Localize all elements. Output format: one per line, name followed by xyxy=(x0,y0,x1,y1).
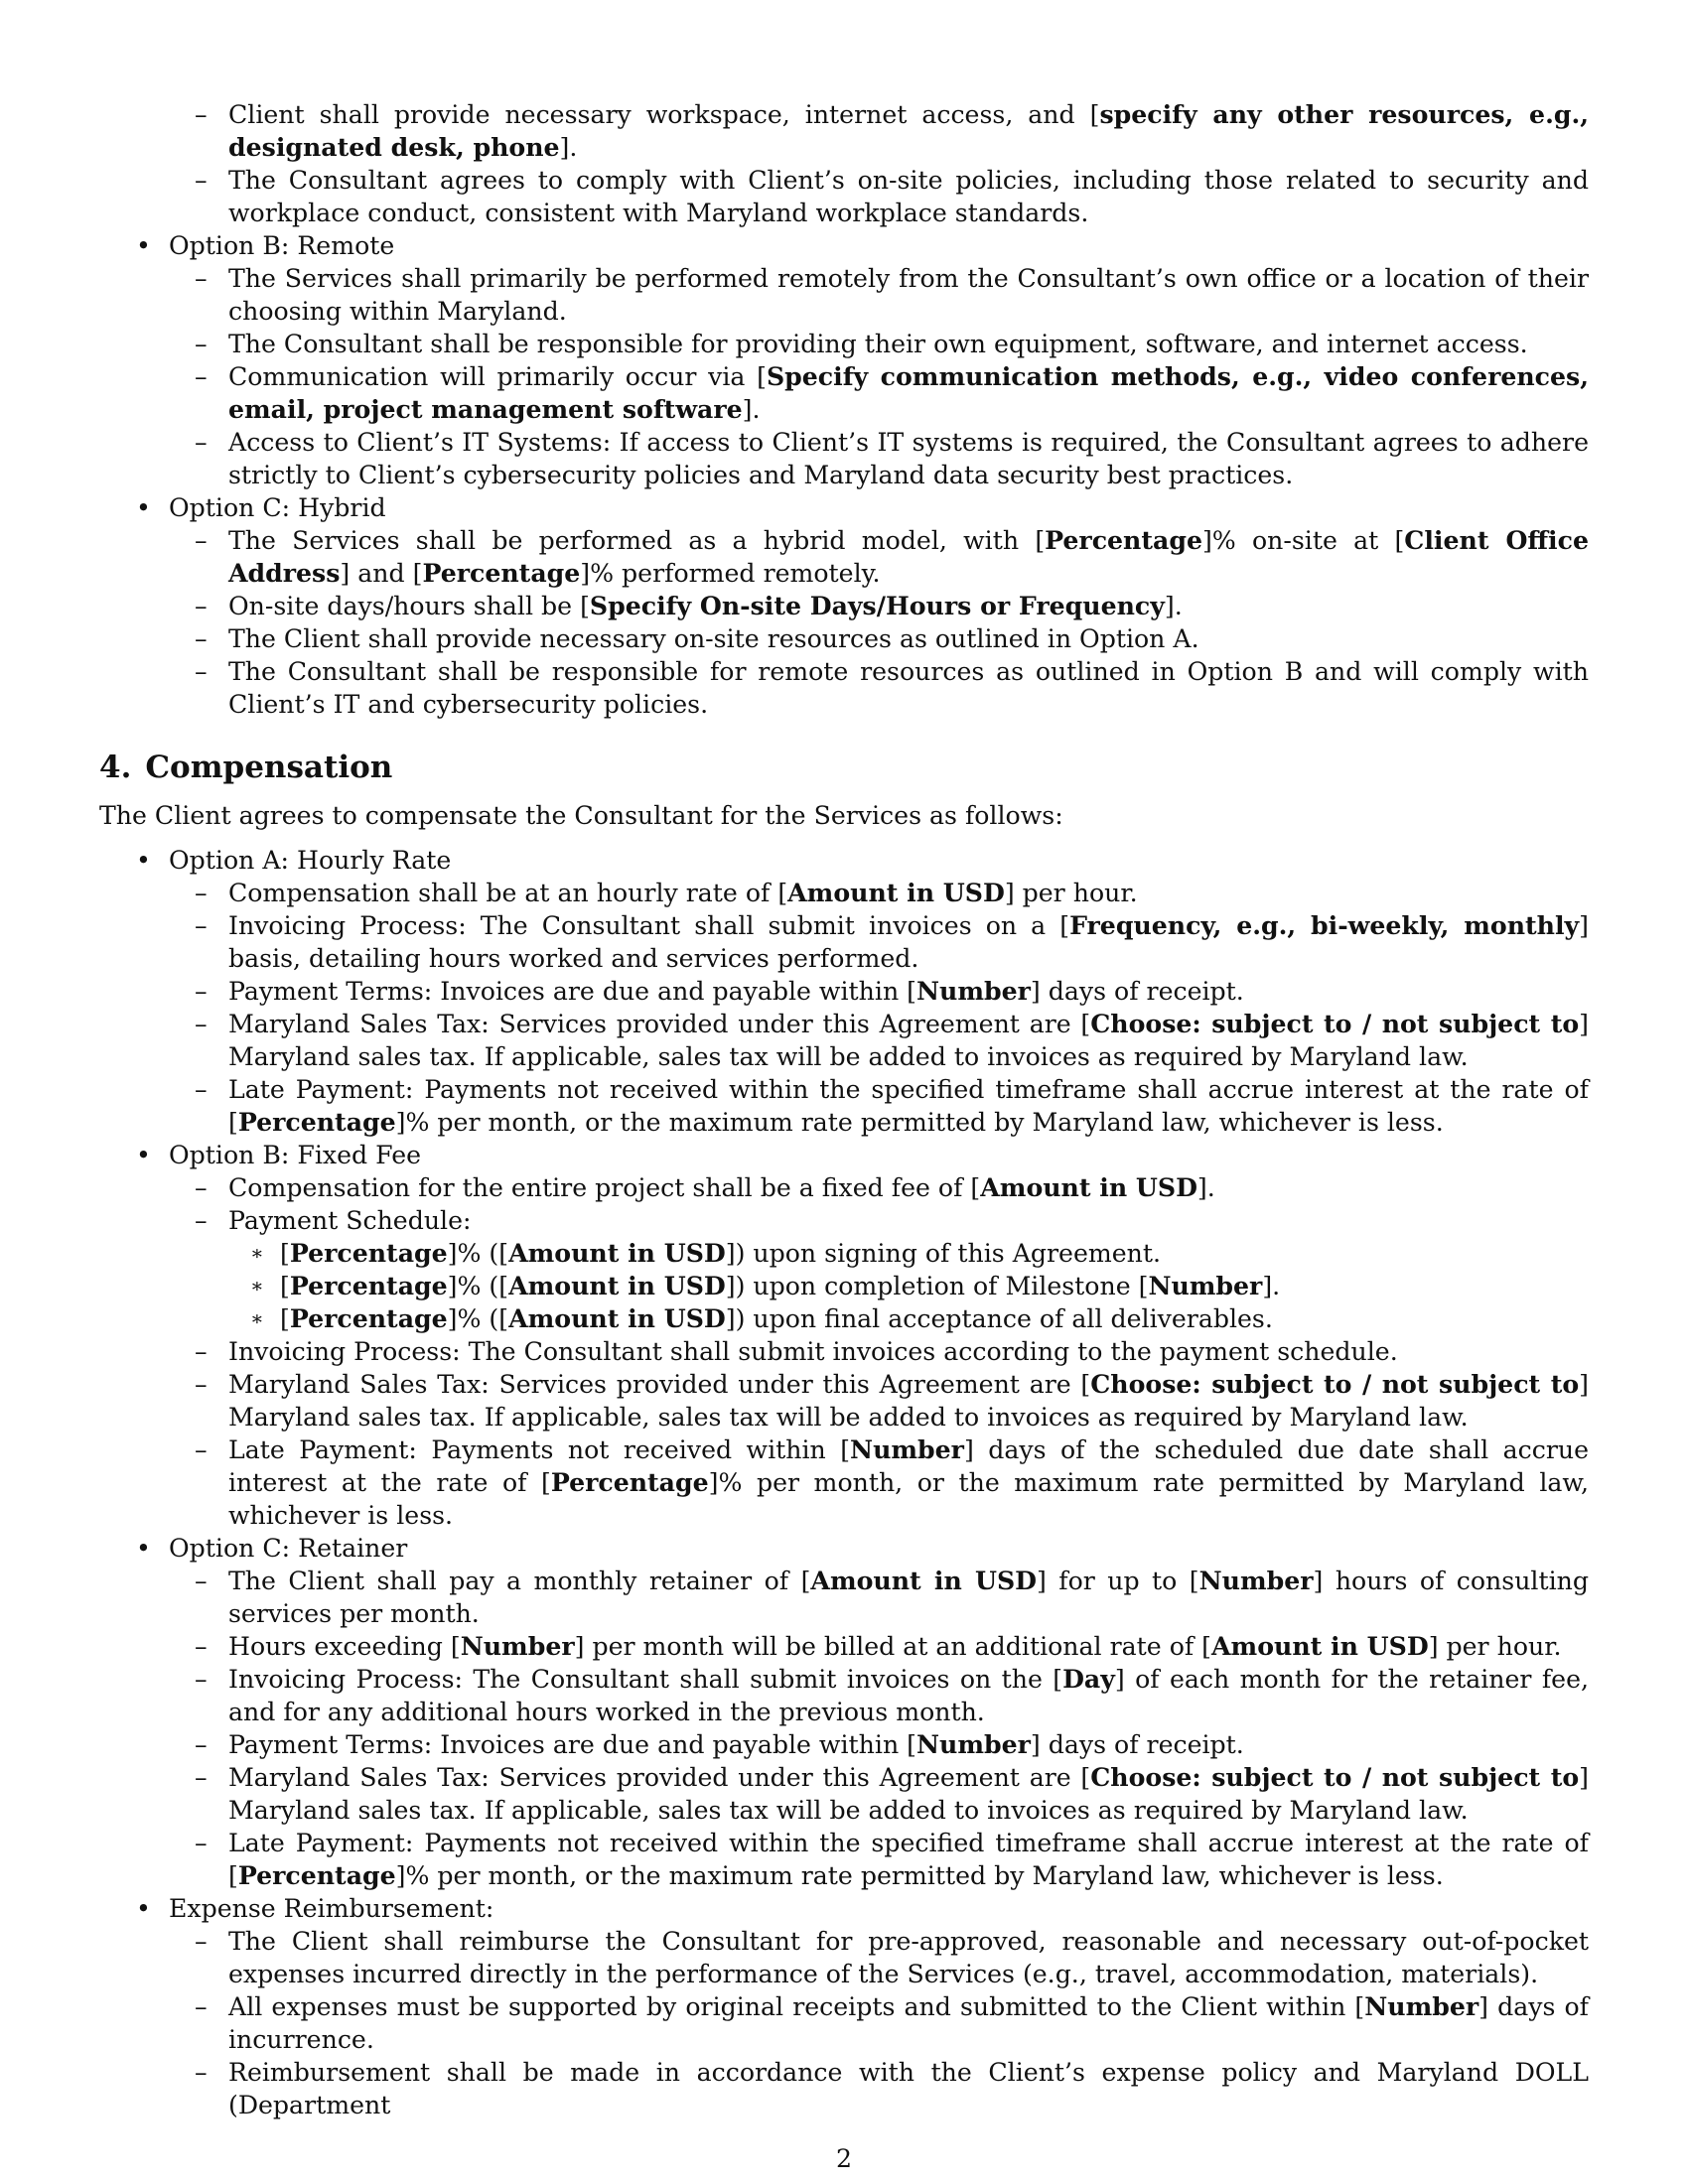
list-item: – Client shall provide necessary workspace, internet access, and [specify any other resources, e.g., designated desk, phone]. xyxy=(195,99,1589,162)
dash-marker: – xyxy=(195,1337,208,1366)
dash-marker: – xyxy=(195,166,208,195)
list-item: – Compensation shall be at an hourly rate of [Amount in USD] per hour. xyxy=(195,878,1138,907)
list-item: – Late Payment: Payments not received within the specified timeframe shall accrue interest at the rate of [Percentage]% per month, or the maximum rate permitted by Maryland law, whichever is less. xyxy=(195,1075,1589,1137)
list-item: – Invoicing Process: The Consultant shall submit invoices on a [Frequency, e.g., bi-weekly, monthly] basis, detailing hours worked and services performed. xyxy=(195,910,1589,973)
compensation-option-a xyxy=(99,844,1589,1139)
option-heading: • Expense Reimbursement: xyxy=(136,1894,494,1923)
list-item: – Compensation for the entire project shall be a fixed fee of [Amount in USD]. xyxy=(195,1172,1215,1202)
dash-marker: – xyxy=(195,657,208,686)
dash-marker: – xyxy=(195,1567,208,1595)
list-item: – Reimbursement shall be made in accordance with the Client’s expense policy and Maryland DOLL (Department xyxy=(195,2058,1589,2119)
list-item: – Late Payment: Payments not received within the specified timeframe shall accrue interest at the rate of [Percentage]% per month, or the maximum rate permitted by Maryland law, whichever is less. xyxy=(195,1829,1589,1890)
section-intro: The Client agrees to compensate the Consultant for the Services as follows: xyxy=(99,801,1063,830)
list-item: – The Consultant agrees to comply with Client’s on-site policies, including those related to security and workplace conduct, consistent with Maryland workplace standards. xyxy=(195,166,1589,227)
option-heading: • Option C: Hybrid xyxy=(136,493,386,522)
dash-marker: – xyxy=(195,100,208,129)
list-item: – Maryland Sales Tax: Services provided under this Agreement are [Choose: subject to / not subject to] Maryland sales tax. If applicable, sales tax will be added to invoices as required by Maryland law. xyxy=(195,1369,1589,1432)
dash-marker: – xyxy=(195,879,208,907)
option-heading: • Option B: Remote xyxy=(136,231,395,260)
schedule-item: ∗ [Percentage]% ([Amount in USD]) upon completion of Milestone [Number]. xyxy=(250,1271,1281,1300)
dash-marker: – xyxy=(195,1665,208,1694)
list-item: – Hours exceeding [Number] per month will be billed at an additional rate of [Amount in USD] per hour. xyxy=(195,1631,1562,1661)
work-location-option-b xyxy=(99,229,1589,491)
dash-marker: – xyxy=(195,624,208,653)
list-item: – Payment Terms: Invoices are due and payable within [Number] days of receipt. xyxy=(195,1729,1244,1759)
dash-marker: – xyxy=(195,330,208,358)
bullet-marker: • xyxy=(136,1534,151,1563)
expense-reimbursement xyxy=(99,1892,1589,2121)
section-heading-compensation xyxy=(99,748,1589,787)
option-heading: • Option B: Fixed Fee xyxy=(136,1141,422,1169)
list-item: – All expenses must be supported by original receipts and submitted to the Client within [Number] days of incurrence. xyxy=(195,1991,1590,2054)
bullet-marker: • xyxy=(136,1894,151,1923)
dash-marker: – xyxy=(195,362,208,391)
list-item: – The Consultant shall be responsible for providing their own equipment, software, and internet access. xyxy=(195,330,1528,358)
bullet-marker: • xyxy=(136,846,151,875)
document-body xyxy=(99,98,1589,2121)
star-marker: ∗ xyxy=(250,1241,264,1265)
dash-marker: – xyxy=(195,1829,208,1857)
option-heading: • Option C: Retainer xyxy=(136,1534,408,1563)
work-location-option-c xyxy=(99,491,1589,721)
work-location-option-a-continued xyxy=(99,98,1589,229)
dash-marker: – xyxy=(195,428,208,457)
dash-marker: – xyxy=(195,1370,208,1399)
star-marker: ∗ xyxy=(250,1274,264,1297)
bullet-marker: • xyxy=(136,231,151,260)
schedule-item: ∗ [Percentage]% ([Amount in USD]) upon signing of this Agreement. xyxy=(250,1238,1162,1268)
list-item: – The Services shall primarily be performed remotely from the Consultant’s own office or a location of their choosing within Maryland. xyxy=(195,264,1589,326)
dash-marker: – xyxy=(195,1435,208,1464)
dash-marker: – xyxy=(195,2058,208,2087)
dash-marker: – xyxy=(195,1075,208,1104)
list-item: – Access to Client’s IT Systems: If access to Client’s IT systems is required, the Consultant agrees to adhere strictly to Client’s cybersecurity policies and Maryland data security best practices. xyxy=(195,428,1589,489)
option-heading: • Option A: Hourly Rate xyxy=(136,846,452,875)
star-marker: ∗ xyxy=(250,1306,264,1330)
list-item: – The Client shall pay a monthly retainer of [Amount in USD] for up to [Number] hours of consulting services per month. xyxy=(195,1566,1590,1628)
list-item: – Invoicing Process: The Consultant shall submit invoices on the [Day] of each month for the retainer fee, and for any additional hours worked in the previous month. xyxy=(195,1664,1589,1726)
dash-marker: – xyxy=(195,977,208,1006)
list-item: – Payment Schedule: xyxy=(195,1206,472,1235)
dash-marker: – xyxy=(195,1992,208,2021)
list-item: – Communication will primarily occur via [Specify communication methods, e.g., video conferences, email, project management software]. xyxy=(195,361,1589,424)
list-item: – Maryland Sales Tax: Services provided under this Agreement are [Choose: subject to / not subject to] Maryland sales tax. If applicable, sales tax will be added to invoices as required by Maryland law. xyxy=(195,1009,1589,1071)
dash-marker: – xyxy=(195,1927,208,1956)
list-item: – The Client shall reimburse the Consultant for pre-approved, reasonable and necessary out-of-pocket expenses incurred directly in the performance of the Services (e.g., travel, accommodation, materials). xyxy=(195,1927,1589,1988)
list-item: – On-site days/hours shall be [Specify On-site Days/Hours or Frequency]. xyxy=(195,591,1183,620)
bullet-marker: • xyxy=(136,1141,151,1169)
schedule-item: ∗ [Percentage]% ([Amount in USD]) upon final acceptance of all deliverables. xyxy=(250,1303,1273,1333)
list-item: – Payment Terms: Invoices are due and payable within [Number] days of receipt. xyxy=(195,976,1244,1006)
list-item: – The Client shall provide necessary on-site resources as outlined in Option A. xyxy=(195,624,1199,653)
list-item: – The Consultant shall be responsible for remote resources as outlined in Option B and will comply with Client’s IT and cybersecurity policies. xyxy=(195,657,1589,719)
dash-marker: – xyxy=(195,1632,208,1661)
section-title: Compensation xyxy=(145,750,393,785)
list-item: – Late Payment: Payments not received within [Number] days of the scheduled due date shall accrue interest at the rate of [Percentage]% per month, or the maximum rate permitted by Maryland law, whichever is less. xyxy=(195,1434,1589,1530)
dash-marker: – xyxy=(195,1173,208,1202)
page-number: 2 xyxy=(835,2144,853,2173)
dash-marker: – xyxy=(195,1010,208,1038)
section-number: 4. xyxy=(99,750,132,785)
bullet-marker: • xyxy=(136,493,151,522)
dash-marker: – xyxy=(195,1763,208,1792)
dash-marker: – xyxy=(195,1730,208,1759)
dash-marker: – xyxy=(195,264,208,293)
dash-marker: – xyxy=(195,526,208,555)
dash-marker: – xyxy=(195,1206,208,1235)
compensation-option-c xyxy=(99,1532,1589,1892)
compensation-option-b xyxy=(99,1139,1589,1532)
list-item: – Maryland Sales Tax: Services provided under this Agreement are [Choose: subject to / not subject to] Maryland sales tax. If applicable, sales tax will be added to invoices as required by Maryland law. xyxy=(195,1762,1589,1825)
list-item: – The Services shall be performed as a hybrid model, with [Percentage]% on-site at [Client Office Address] and [Percentage]% performed remotely. xyxy=(195,525,1589,588)
dash-marker: – xyxy=(195,592,208,620)
list-item: – Invoicing Process: The Consultant shall submit invoices according to the payment schedule. xyxy=(195,1337,1398,1366)
dash-marker: – xyxy=(195,911,208,940)
